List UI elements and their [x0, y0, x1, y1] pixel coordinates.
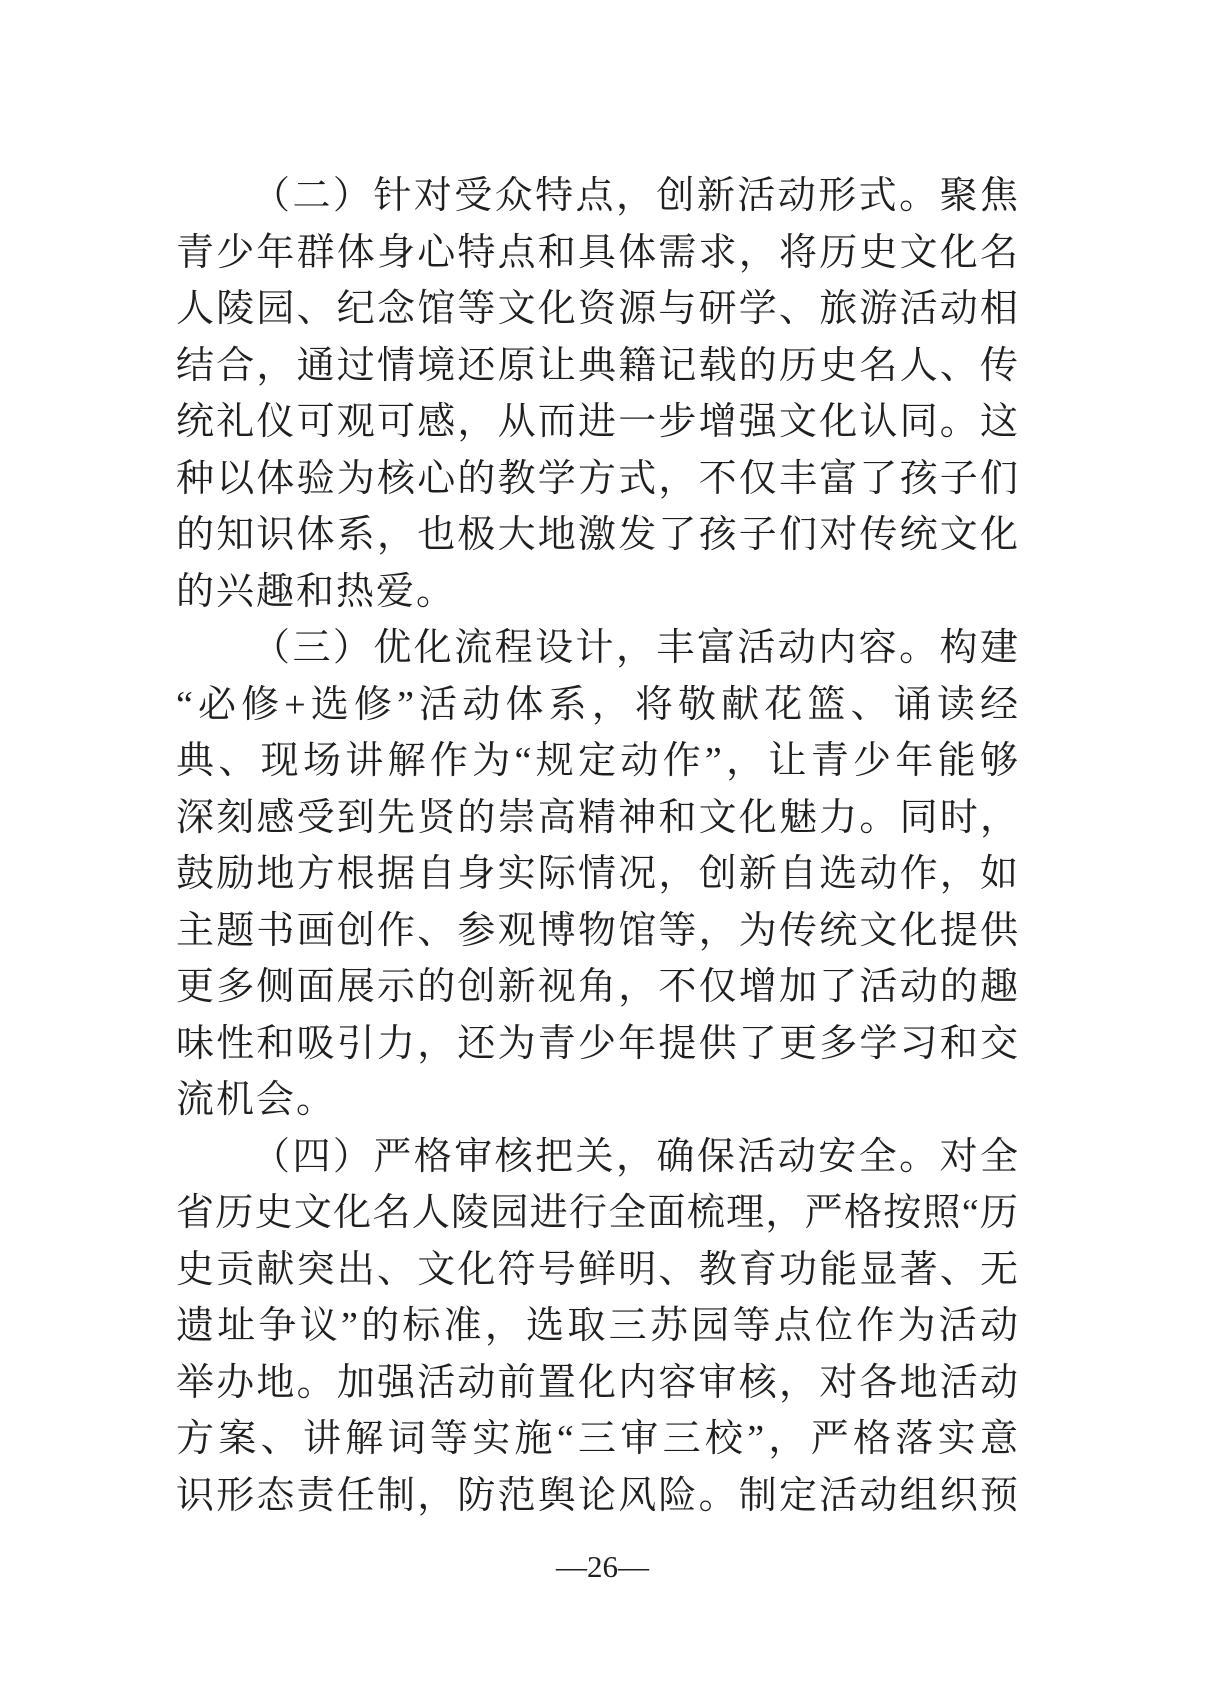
- paragraph-section-2: [176, 168, 1018, 620]
- text-line: 人陵园、纪念馆等文化资源与研学、旅游活动相: [176, 288, 1018, 330]
- text-line: 结合，通过情境还原让典籍记载的历史名人、传: [176, 344, 1018, 387]
- text-line: 更多侧面展示的创新视角，不仅增加了活动的趣: [176, 966, 1018, 1008]
- text-line: 统礼仪可观可感，从而进一步增强文化认同。这: [176, 401, 1018, 443]
- text-line: （二）针对受众特点，创新活动形式。聚焦: [252, 175, 1018, 217]
- paragraph-section-3: [176, 620, 1018, 1129]
- text-line: 识形态责任制，防范舆论风险。制定活动组织预: [176, 1474, 1018, 1517]
- text-line: 种以体验为核心的教学方式，不仅丰富了孩子们: [176, 457, 1018, 500]
- text-line: 的兴趣和热爱。: [176, 570, 457, 613]
- text-line: 省历史文化名人陵园进行全面梳理，严格按照“历: [176, 1192, 1018, 1234]
- text-line: 味性和吸引力，还为青少年提供了更多学习和交: [176, 1022, 1018, 1065]
- text-line: 举办地。加强活动前置化内容审核，对各地活动: [176, 1361, 1018, 1404]
- text-line: （四）严格审核把关，确保活动安全。对全: [252, 1135, 1018, 1178]
- text-line: 主题书画创作、参观博物馆等，为传统文化提供: [176, 909, 1018, 952]
- text-line: 深刻感受到先贤的崇高精神和文化魅力。同时，: [176, 796, 1018, 839]
- page-number: —26—: [556, 1549, 649, 1584]
- text-line: 典、现场讲解作为“规定动作”，让青少年能够: [176, 740, 1018, 782]
- paragraph-section-4: [176, 1129, 1018, 1525]
- text-line: 方案、讲解词等实施“三审三校”，严格落实意: [176, 1418, 1018, 1460]
- text-line: 流机会。: [176, 1079, 337, 1121]
- document-body: [176, 168, 1018, 1524]
- text-line: 遗址争议”的标准，选取三苏园等点位作为活动: [176, 1305, 1018, 1347]
- text-line: “必修+选修”活动体系，将敬献花篮、诵读经: [176, 683, 1018, 726]
- text-line: 鼓励地方根据自身实际情况，创新自选动作，如: [176, 853, 1018, 895]
- text-line: 的知识体系，也极大地激发了孩子们对传统文化: [176, 514, 1018, 556]
- text-line: 青少年群体身心特点和具体需求，将历史文化名: [176, 231, 1018, 274]
- text-line: （三）优化流程设计，丰富活动内容。构建: [252, 627, 1018, 669]
- text-line: 史贡献突出、文化符号鲜明、教育功能显著、无: [176, 1248, 1018, 1291]
